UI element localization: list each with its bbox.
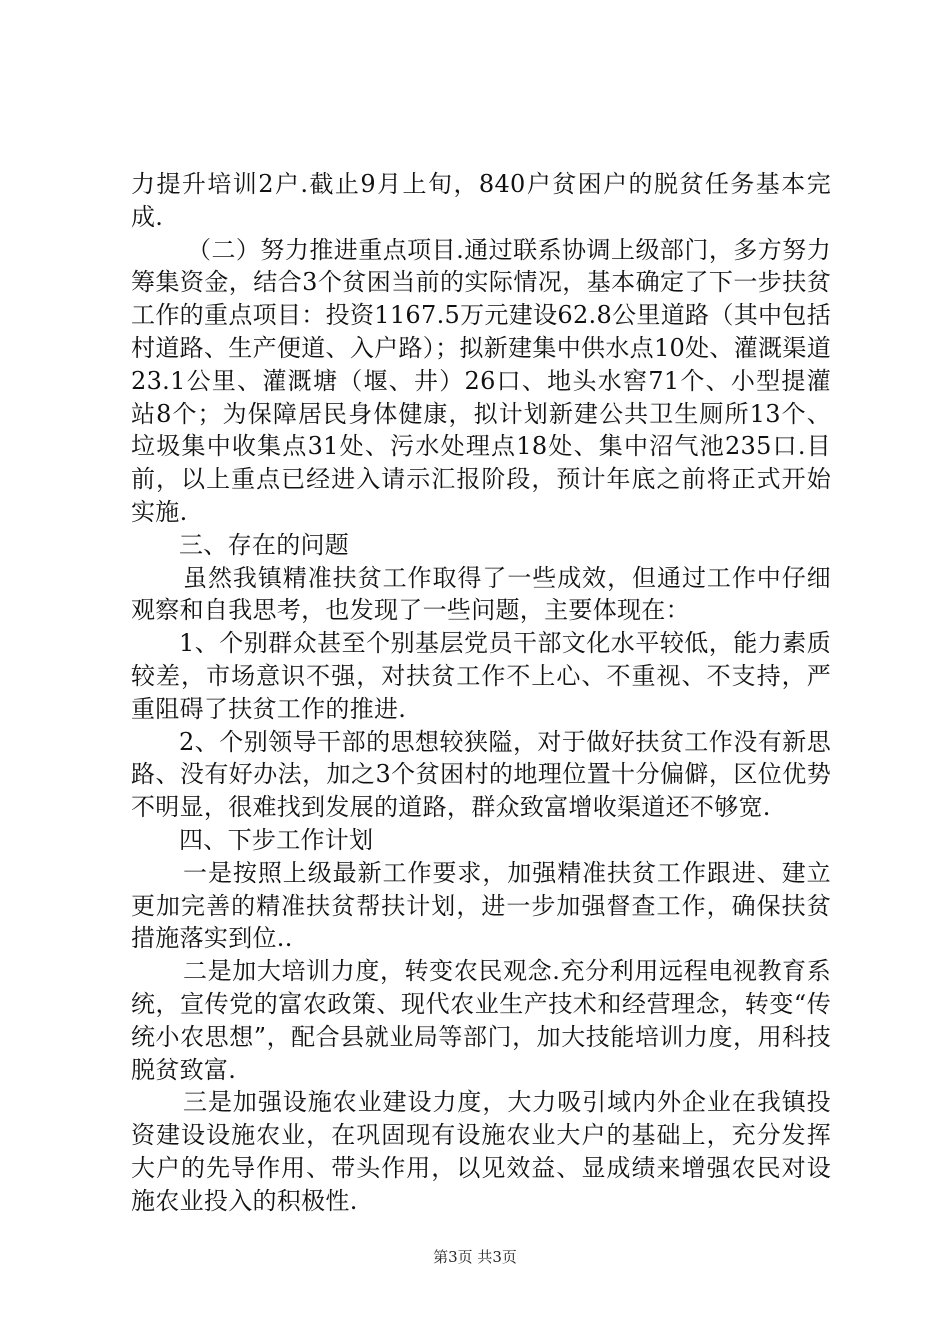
paragraph-plan-1: 一是按照上级最新工作要求，加强精准扶贫工作跟进、建立更加完善的精准扶贫帮扶计划，进一步加强督查工作，确保扶贫措施落实到位..: [131, 858, 831, 953]
section-heading-problems: 三、存在的问题: [179, 530, 350, 559]
paragraph-plan-3: 三是加强设施农业建设力度，大力吸引域内外企业在我镇投资建设设施农业，在巩固现有设施农业大户的基础上，充分发挥大户的先导作用、带头作用，以见效益、显成绩来增强农民对设施农业投入的积极性.: [131, 1088, 831, 1215]
paragraph-problems-intro: 虽然我镇精准扶贫工作取得了一些成效，但通过工作中仔细观察和自我思考，也发现了一些问题，主要体现在：: [131, 563, 831, 625]
paragraph-problem-2: 2、个别领导干部的思想较狭隘，对于做好扶贫工作没有新思路、没有好办法，加之3个贫困村的地理位置十分偏僻，区位优势不明显，很难找到发展的道路，群众致富增收渠道还不够宽.: [131, 727, 831, 822]
section-heading-next-steps: 四、下步工作计划: [179, 825, 374, 854]
paragraph-training-result: 力提升培训2户.截止9月上旬，840户贫困户的脱贫任务基本完成.: [131, 170, 831, 231]
document-body: [131, 168, 831, 1218]
page-number-footer: 第3页 共3页: [433, 1248, 517, 1266]
paragraph-problem-1: 1、个别群众甚至个别基层党员干部文化水平较低，能力素质较差，市场意识不强，对扶贫工作不上心、不重视、不支持，严重阻碍了扶贫工作的推进.: [131, 629, 831, 723]
paragraph-plan-2: 二是加大培训力度，转变农民观念.充分利用远程电视教育系统，宣传党的富农政策、现代农业生产技术和经营理念，转变“传统小农思想”，配合县就业局等部门，加大技能培训力度，用科技脱贫致富.: [131, 957, 831, 1084]
paragraph-key-projects: （二）努力推进重点项目.通过联系协调上级部门，多方努力筹集资金，结合3个贫困当前的实际情况，基本确定了下一步扶贫工作的重点项目：投资1167.5万元建设62.8公里道路（其中包括村道路、生产便道、入户路）；拟新建集中供水点10处、灌溉渠道23.1公里、灌溉塘（堰、井）26口、地头水窖71个、小型提灌站8个；为保障居民身体健康，拟计划新建公共卫生厕所13个、垃圾集中收集点31处、污水处理点18处、集中沼气池235口.目前，以上重点已经进入请示汇报阶段，预计年底之前将正式开始实施.: [131, 235, 831, 526]
